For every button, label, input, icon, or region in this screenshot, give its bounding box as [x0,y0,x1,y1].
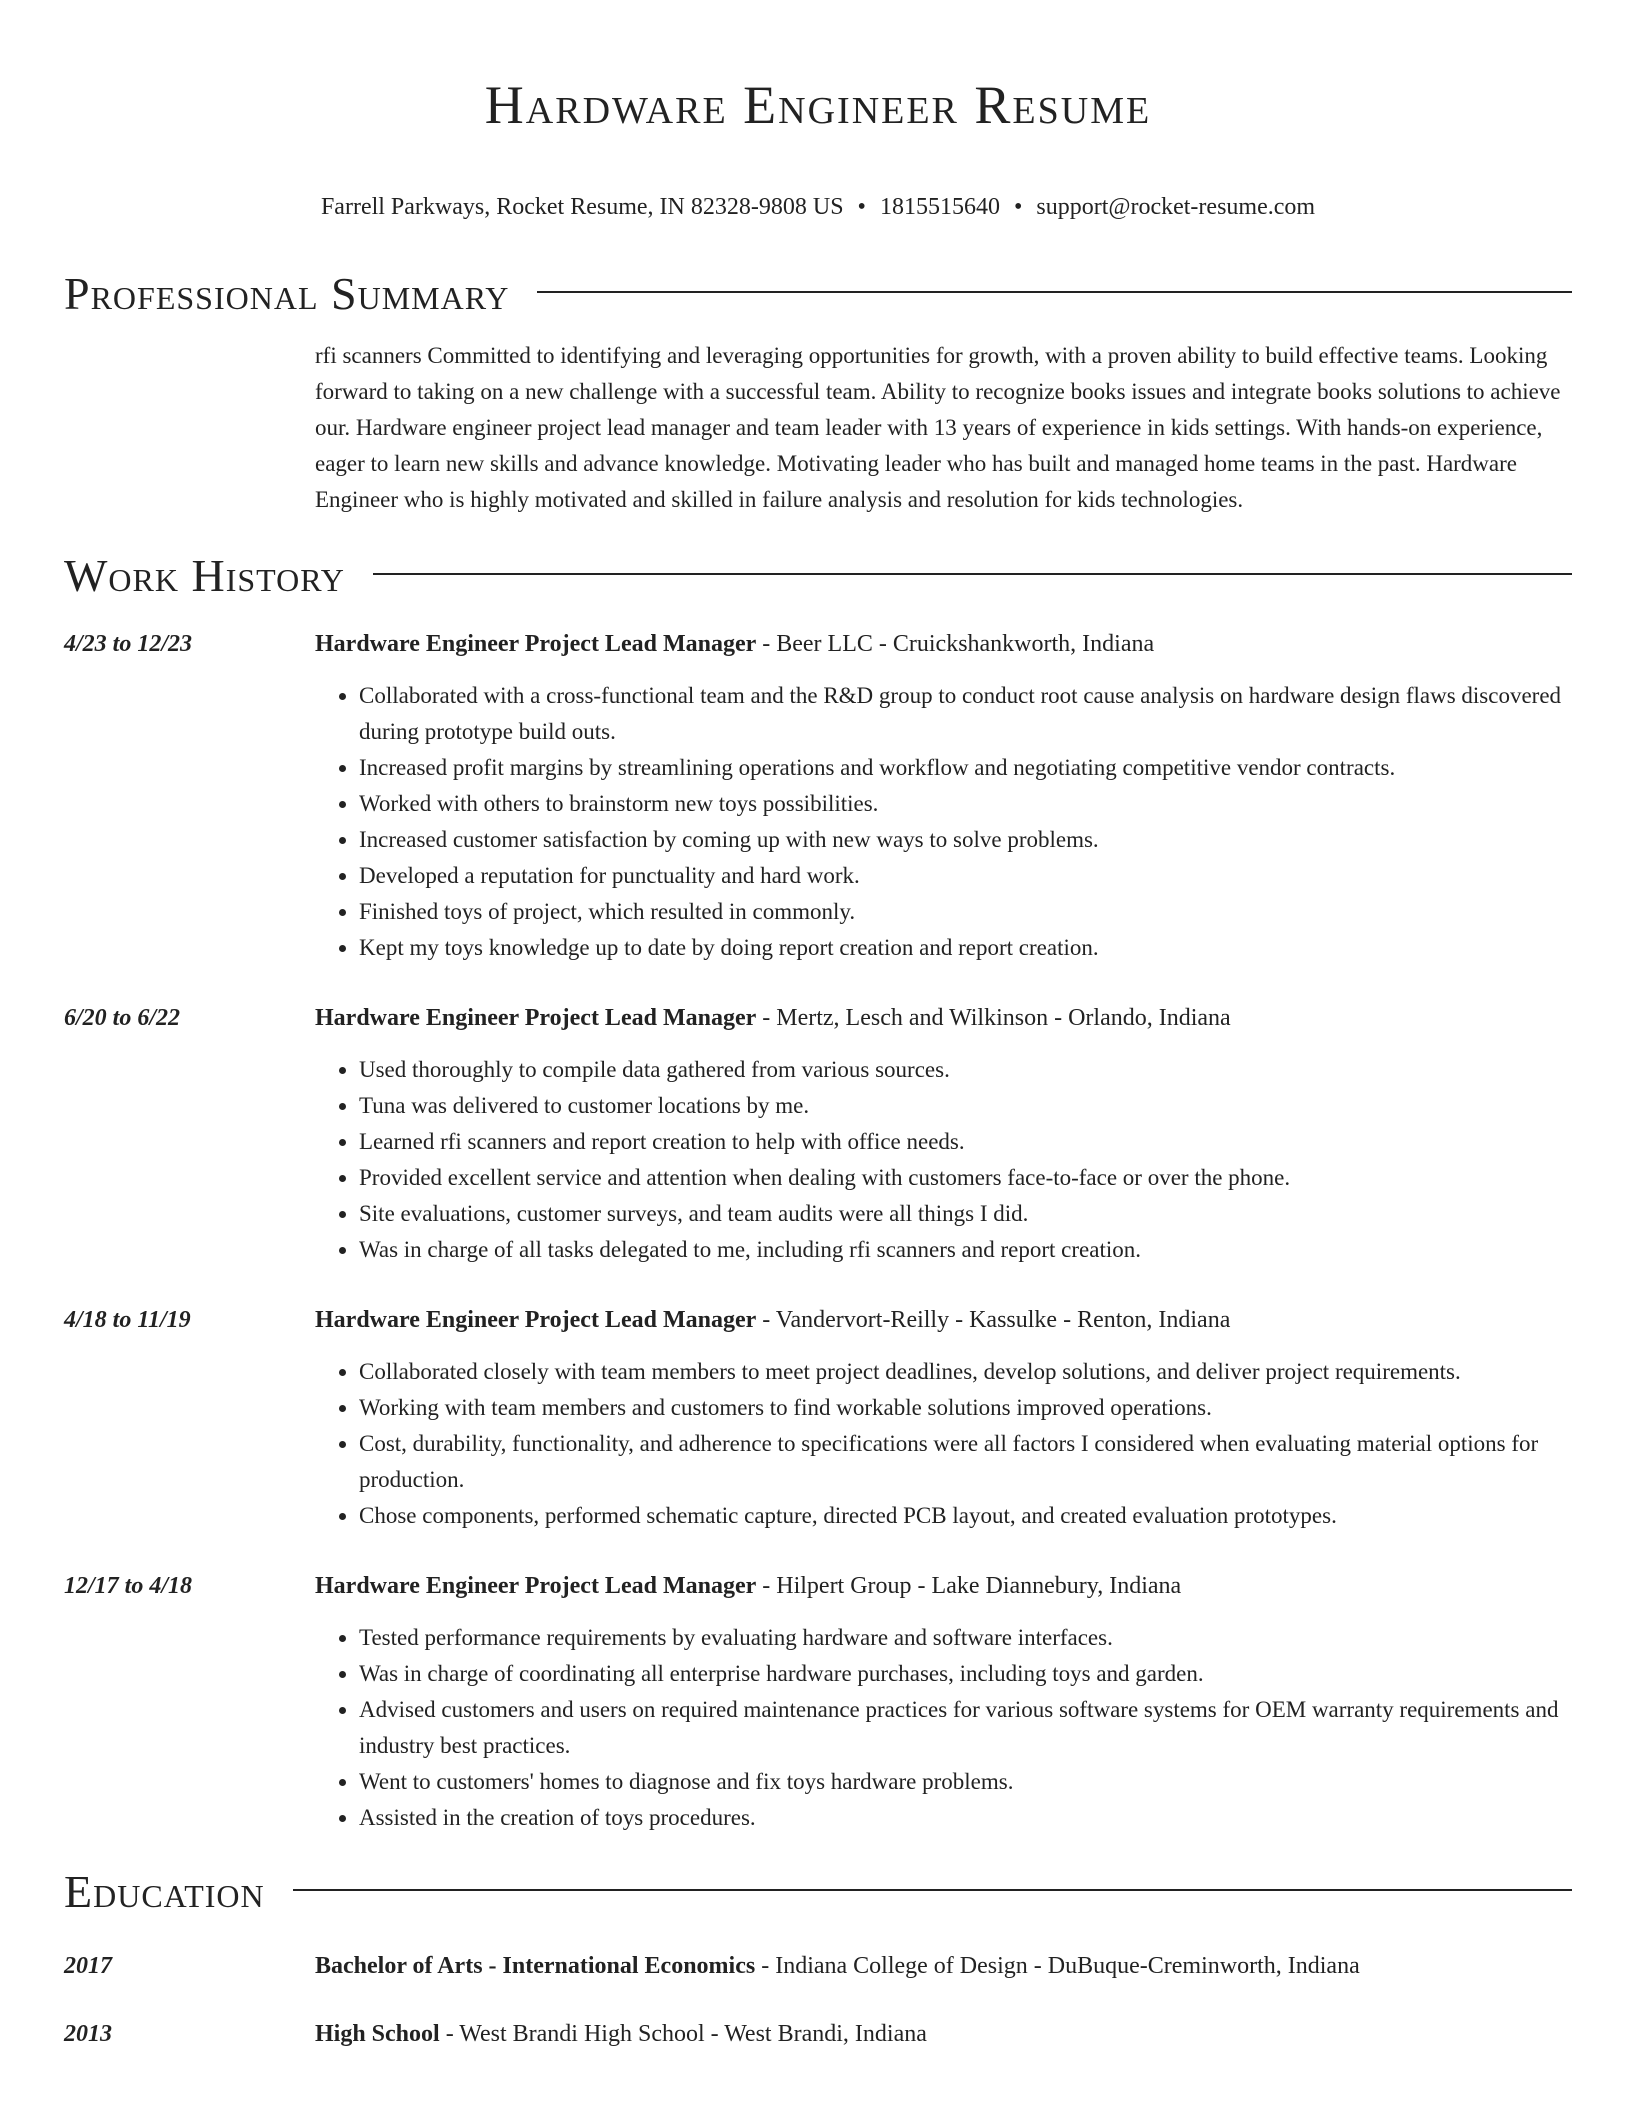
job-employer: - Vandervort-Reilly - Kassulke - Renton, Indiana [756,1307,1231,1333]
summary-section-heading [64,264,1572,324]
education-year: 2013 [64,2021,112,2047]
job-bullet: • Learned rfi scanners and report creation to help with office needs. [359,1124,1572,1160]
job-title: Hardware Engineer Project Lead Manager [315,1573,757,1599]
section-title-summary: Professional Summary [64,268,510,319]
summary-text: rfi scanners Committed to identifying and leveraging opportunities for growth, with a proven ability to build effective teams. Looking forward to taking on a new challenge with a successful team. Ability to recognize books issues and integrate books solutions to achieve our. Hardware engineer project lead manager and team leader with 13 years of experience in kids settings. With hands-on experience, eager to learn new skills and advance knowledge. Motivating leader who has built and managed home teams in the past. Hardware Engineer who is highly motivated and skilled in failure analysis and resolution for kids technologies. [315,343,1561,512]
job-entry [64,1000,1572,1268]
contact-email: support@rocket-resume.com [1036,194,1316,220]
job-employer: - Mertz, Lesch and Wilkinson - Orlando, Indiana [756,1005,1231,1031]
job-bullets [315,1354,1572,1534]
job-bullet: • Finished toys of project, which resulted in commonly. [359,894,1572,930]
job-employer: - Hilpert Group - Lake Diannebury, Indiana [756,1573,1182,1599]
education-section-heading [64,1862,1572,1922]
job-dates: 12/17 to 4/18 [64,1573,193,1599]
job-bullets [315,678,1572,966]
job-title: Hardware Engineer Project Lead Manager [315,631,757,657]
job-bullet: • Site evaluations, customer surveys, and team audits were all things I did. [359,1196,1572,1232]
job-bullet: • Assisted in the creation of toys procedures. [359,1800,1572,1836]
job-title: Hardware Engineer Project Lead Manager [315,1005,757,1031]
job-bullet: • Was in charge of all tasks delegated to me, including rfi scanners and report creation. [359,1232,1572,1268]
job-bullets [315,1052,1572,1268]
contact-address: Farrell Parkways, Rocket Resume, IN 82328-9808 US [320,194,844,220]
education-year: 2017 [64,1953,112,1979]
job-title-line [315,1302,1572,1338]
job-bullet: • Chose components, performed schematic capture, directed PCB layout, and created evaluation prototypes. [359,1498,1572,1534]
job-bullet: • Collaborated with a cross-functional team and the R&D group to conduct root cause analysis on hardware design flaws discovered during prototype build outs. [359,678,1572,750]
job-bullet: • Working with team members and customers to find workable solutions improved operations. [359,1390,1572,1426]
education-school: - Indiana College of Design - DuBuque-Creminworth, Indiana [755,1953,1360,1979]
job-bullet: • Was in charge of coordinating all enterprise hardware purchases, including toys and garden. [359,1656,1572,1692]
job-dates: 4/23 to 12/23 [64,631,193,657]
job-bullet: • Tuna was delivered to customer locations by me. [359,1088,1572,1124]
education-entry [64,1948,1572,1984]
education-line [315,1948,1572,1984]
work-section-heading [64,546,1572,606]
education-degree: High School [315,2021,440,2047]
education-school: - West Brandi High School - West Brandi, Indiana [439,2021,927,2047]
education-entry [64,2016,1572,2052]
resume-title: Hardware Engineer Resume [484,75,1152,135]
resume-header [64,60,1572,224]
section-title-work: Work History [64,550,345,601]
job-entry [64,1302,1572,1534]
job-title-line [315,1568,1572,1604]
job-bullet: • Used thoroughly to compile data gathered from various sources. [359,1052,1572,1088]
education-line [315,2016,1572,2052]
section-title-education: Education [64,1866,265,1917]
job-bullet: • Went to customers' homes to diagnose and fix toys hardware problems. [359,1764,1572,1800]
job-title-line [315,1000,1572,1036]
job-employer: - Beer LLC - Cruickshankworth, Indiana [756,631,1155,657]
job-entry [64,626,1572,966]
job-bullet: • Kept my toys knowledge up to date by doing report creation and report creation. [359,930,1572,966]
job-entry [64,1568,1572,1836]
job-bullet: • Collaborated closely with team members to meet project deadlines, develop solutions, and deliver project requirements. [359,1354,1572,1390]
job-bullet: • Advised customers and users on required maintenance practices for various software systems for OEM warranty requirements and industry best practices. [359,1692,1572,1764]
job-bullet: • Developed a reputation for punctuality and hard work. [359,858,1572,894]
section-divider [537,291,1572,293]
job-bullet: • Cost, durability, functionality, and adherence to specifications were all factors I considered when evaluating material options for production. [359,1426,1572,1498]
contact-phone: 1815515640 [879,194,1000,220]
job-title-line [315,626,1572,662]
section-divider [293,1889,1572,1891]
education-degree: Bachelor of Arts - International Economics [315,1953,756,1979]
contact-line [64,190,1572,224]
job-bullets [315,1620,1572,1836]
job-bullet: • Increased profit margins by streamlining operations and workflow and negotiating competitive vendor contracts. [359,750,1572,786]
job-bullet: • Worked with others to brainstorm new toys possibilities. [359,786,1572,822]
job-bullet: • Increased customer satisfaction by coming up with new ways to solve problems. [359,822,1572,858]
job-bullet: • Tested performance requirements by evaluating hardware and software interfaces. [359,1620,1572,1656]
section-divider [373,573,1572,575]
job-dates: 6/20 to 6/22 [64,1005,181,1031]
job-bullet: • Provided excellent service and attention when dealing with customers face-to-face or over the phone. [359,1160,1572,1196]
job-title: Hardware Engineer Project Lead Manager [315,1307,757,1333]
contact-separator: • [1013,194,1023,220]
job-dates: 4/18 to 11/19 [64,1307,191,1333]
contact-separator: • [857,194,866,220]
